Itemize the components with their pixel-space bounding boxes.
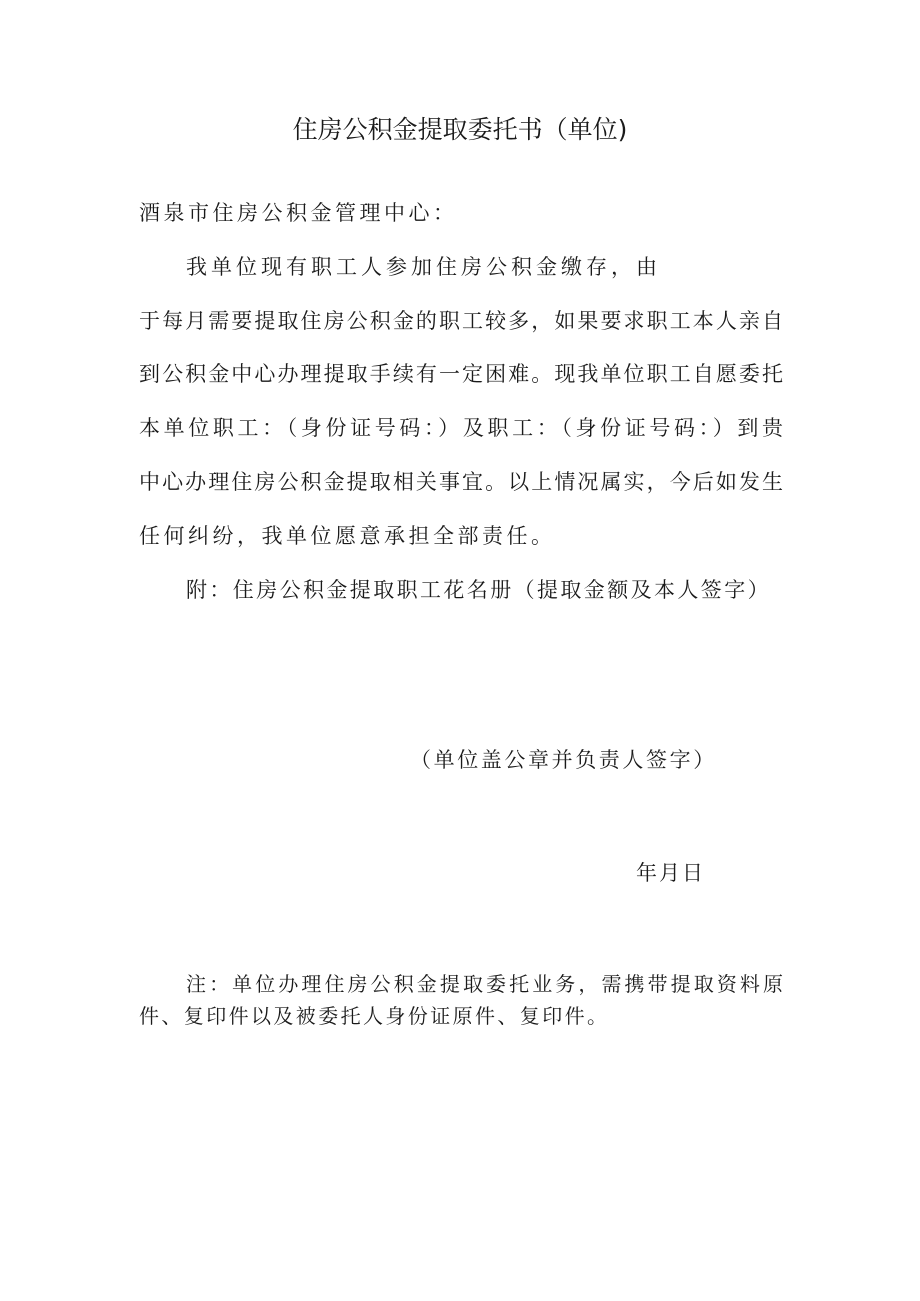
signature-note: （单位盖公章并负责人签字） (410, 748, 717, 772)
body-line-5: 中心办理住房公积金提取相关事宜。以上情况属实，今后如发生 (139, 470, 783, 494)
attachment-line: 附：住房公积金提取职工花名册（提取金额及本人签字） (186, 578, 771, 602)
body-line-4: 本单位职工：（身份证号码：）及职工：（身份证号码：）到贵 (139, 416, 783, 440)
body-line-1: 我单位现有职工人参加住房公积金缴存，由 (186, 255, 661, 279)
document-title: 住房公积金提取委托书（单位) (292, 115, 628, 144)
footnote-line-2: 件、复印件以及被委托人身份证原件、复印件。 (139, 1004, 610, 1028)
body-line-6: 任何纠纷，我单位愿意承担全部责任。 (139, 524, 556, 548)
body-line-2: 于每月需要提取住房公积金的职工较多，如果要求职工本人亲自 (139, 309, 783, 333)
date-label: 年月日 (636, 861, 705, 885)
body-line-3: 到公积金中心办理提取手续有一定困难。现我单位职工自愿委托 (139, 362, 783, 386)
footnote-line-1: 注：单位办理住房公积金提取委托业务，需携带提取资料原 (186, 972, 783, 996)
addressee: 酒泉市住房公积金管理中心： (139, 201, 458, 225)
